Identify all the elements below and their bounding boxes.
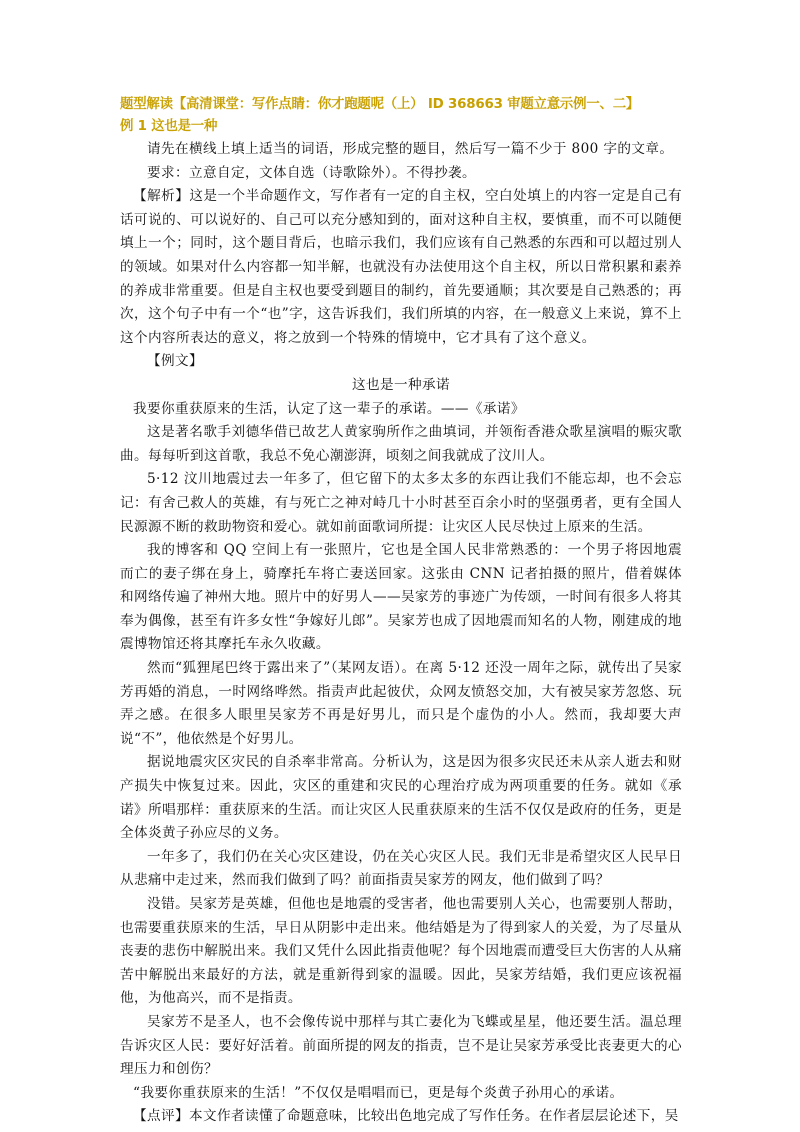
essay-paragraph: 然而“狐狸尾巴终于露出来了”（某网友语）。在离 5·12 还没一周年之际，就传出了吴家芳再婚的消息，一时网络哗然。指责声此起彼伏，众网友愤怒交加，大有被吴家芳忽悠、玩弄之感。在很多人眼里吴家芳不再是好男儿，而只是个虚伪的小人。然而，我却要大声说“不”，他依然是个好男儿。 — [120, 660, 682, 747]
document-page — [120, 94, 682, 1129]
essay-epigraph: 我要你重获原来的生活，认定了这一辈子的承诺。——《承诺》 — [133, 400, 525, 417]
analysis-paragraph: 【解析】这是一个半命题作文，写作者有一定的自主权，空白处填上的内容一定是自己有话可说的、可以说好的、自己可以充分感知到的，面对这种自主权，要慎重，而不可以随便填上一个；同时，这个题目背后，也暗示我们，我们应该有自己熟悉的东西和可以超过别人的领域。如果对什么内容都一知半解，也就没有办法使用这个自主权，所以日常积累和素养的养成非常重要。但是自主权也要受到题目的制约，首先要通顺；其次要是自己熟悉的；再次，这个句子中有一个“也”字，这告诉我们，我们所填的内容，在一般意义上来说，算不上这个内容所表达的意义，将之放到一个特殊的情境中，它才具有了这个意义。 — [120, 188, 682, 346]
comment-paragraph: 【点评】本文作者读懂了命题意味，比较出色地完成了写作任务。在作者层层论述下，吴 — [133, 1108, 679, 1125]
prompt-paragraph: 请先在横线上填上适当的词语，形成完整的题目，然后写一篇不少于 800 字的文章。 — [147, 141, 674, 157]
example-label: 【例文】 — [147, 353, 203, 370]
header-title: 题型解读【高清课堂：写作点睛：你才跑题呢（上） ID 368663 审题立意示例一、二】 — [120, 97, 640, 112]
essay-paragraph: 没错。吴家芳是英雄，但他也是地震的受害者，他也需要别人关心，也需要别人帮助，也需要重获原来的生活，早日从阴影中走出来。他结婚是为了得到家人的关爱，为了尽量从丧妻的悲伤中解脱出来。我们又凭什么因此指责他呢？每个因地震而遭受巨大伤害的人从痛苦中解脱出来最好的方法，就是重新得到家的温暖。因此，吴家芳结婚，我们更应该祝福他，为他高兴，而不是指责。 — [120, 896, 682, 1007]
essay-paragraph: 一年多了，我们仍在关心灾区建设，仍在关心灾区人民。我们无非是希望灾区人民早日从悲痛中走过来，然而我们做到了吗？前面指责吴家芳的网友，他们做到了吗？ — [120, 848, 682, 889]
essay-title: 这也是一种承诺 — [352, 376, 450, 393]
example-heading: 例 1 这也是一种 — [120, 119, 218, 134]
essay-paragraph: “我要你重获原来的生活！”不仅仅是唱唱而已，更是每个炎黄子孙用心的承诺。 — [133, 1084, 624, 1101]
essay-paragraph: 5·12 汶川地震过去一年多了，但它留下的太多太多的东西让我们不能忘却，也不会忘记：有舍己救人的英雄，有与死亡之神对峙几十小时甚至百余小时的坚强勇者，更有全国人民源源不断的救助物资和爱心。就如前面歌词所提：让灾区人民尽快过上原来的生活。 — [120, 471, 682, 535]
requirement-paragraph: 要求：立意自定，文体自选（诗歌除外）。不得抄袭。 — [147, 164, 477, 181]
essay-paragraph: 我的博客和 QQ 空间上有一张照片，它也是全国人民非常熟悉的：一个男子将因地震而亡的妻子绑在身上，骑摩托车将亡妻送回家。这张由 CNN 记者拍摄的照片，借着媒体和网络传遍了神州大地。照片中的好男人——吴家芳的事迹广为传颂，一时间有很多人将其奉为偶像，甚至有许多女性“争嫁好儿郎”。吴家芳也成了因地震而知名的人物，刚建成的地震博物馆还将其摩托车永久收藏。 — [120, 542, 682, 653]
essay-paragraph: 吴家芳不是圣人，也不会像传说中那样与其亡妻化为飞蝶或星星，他还要生活。温总理告诉灾区人民：要好好活着。前面所提的网友的指责，岂不是让吴家芳承受比丧妻更大的心理压力和创伤？ — [120, 1013, 682, 1078]
essay-paragraph: 据说地震灾区灾民的自杀率非常高。分析认为，这是因为很多灾民还未从亲人逝去和财产损失中恢复过来。因此，灾区的重建和灾民的心理治疗成为两项重要的任务。就如《承诺》所唱那样：重获原来的生活。而让灾区人民重获原来的生活不仅仅是政府的任务，更是全体炎黄子孙应尽的义务。 — [120, 754, 682, 842]
essay-paragraph: 这是著名歌手刘德华借已故艺人黄家驹所作之曲填词，并领衔香港众歌星演唱的赈灾歌曲。每每听到这首歌，我总不免心潮澎湃，顷刻之间我就成了汶川人。 — [120, 424, 682, 464]
